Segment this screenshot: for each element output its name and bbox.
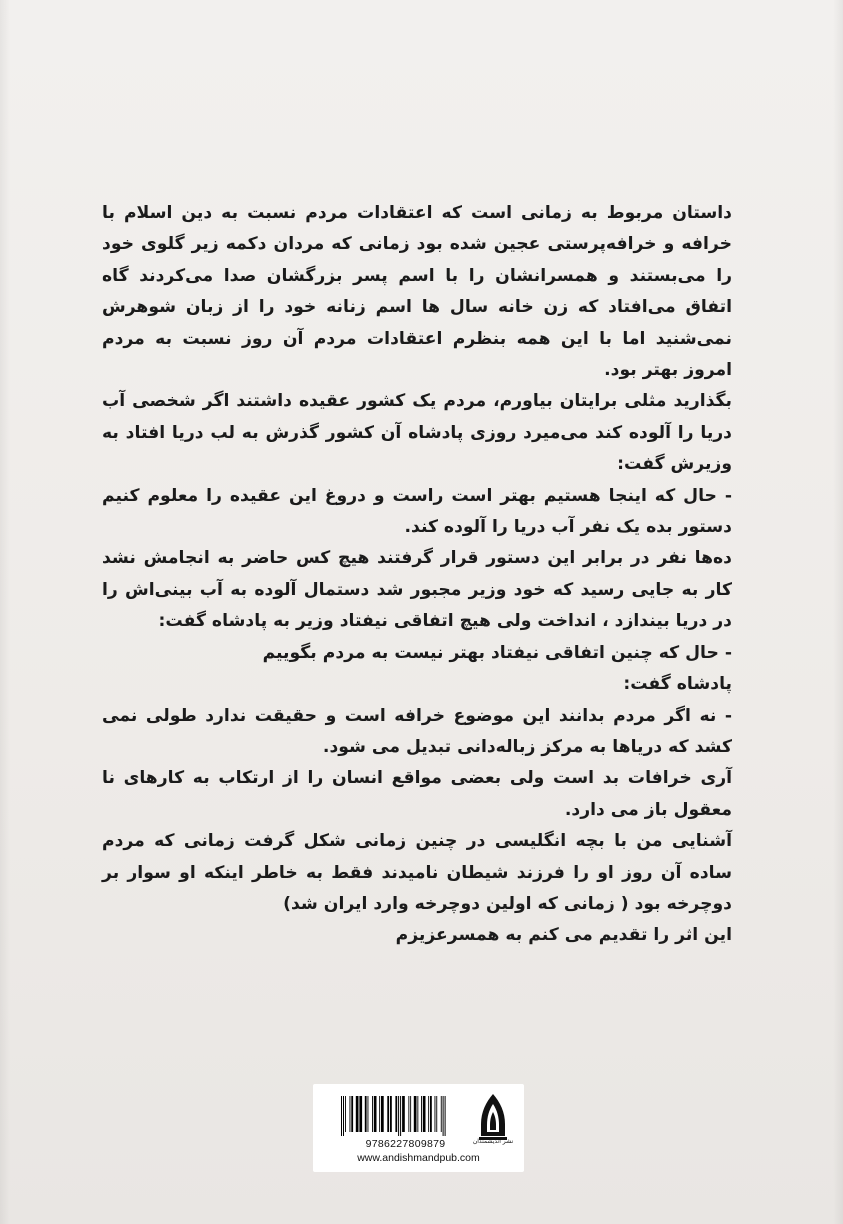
blurb-paragraph: بگذارید مثلی برایتان بیاورم، مردم یک کشور عقیده داشتند اگر شخصی آب دریا را آلوده کند می‌میرد روزی پادشاه آن کشور گذرش به لب دریا افتاد به وزیرش گفت: xyxy=(102,391,732,475)
barcode-bar xyxy=(436,1096,437,1132)
barcode-bar xyxy=(356,1096,359,1132)
barcode-bar xyxy=(390,1096,392,1132)
blurb-paragraph: - حال که چنین اتفاقی نیفتاد بهتر نیست به مردم بگوییم xyxy=(262,642,732,663)
barcode-bar xyxy=(435,1096,436,1132)
back-cover-blurb xyxy=(102,198,732,952)
barcode-bar xyxy=(359,1096,362,1132)
publisher-website: www.andishmandpub.com xyxy=(357,1152,480,1164)
barcode-bar xyxy=(410,1096,411,1132)
barcode-bar xyxy=(343,1096,344,1136)
barcode-bar xyxy=(365,1096,367,1132)
barcode-bar xyxy=(398,1096,399,1136)
barcode-bar xyxy=(417,1096,418,1132)
blurb-paragraph: داستان مربوط به زمانی است که اعتقادات مردم نسبت به دین اسلام با خرافه و خرافه‌پرستی عجین شده بود زمانی که مردان دکمه زیر گلوی خود را می‌بستند و همسرانشان را با اسم پسر بزرگشان صدا می‌کردند گاه اتفاق می‌افتاد که زن خانه سال ها اسم زنانه خود را از زبان شوهرش نمی‌شنید اما با این همه بنظرم اعتقادات مردم آن روز نسبت به مردم امروز بهتر بود. xyxy=(102,203,732,381)
barcode-bar xyxy=(430,1096,432,1132)
barcode-bar xyxy=(423,1096,426,1132)
barcode-bar xyxy=(441,1096,442,1132)
barcode-bar xyxy=(381,1096,384,1132)
blurb-paragraph: - نه اگر مردم بدانند این موضوع خرافه است و حقیقت ندارد طولی نمی کشد که دریاها به مرکز زباله‌دانی تبدیل می شود. xyxy=(102,705,732,757)
barcode-bar xyxy=(351,1096,353,1132)
barcode-bar xyxy=(445,1096,446,1136)
barcode-bar xyxy=(387,1096,389,1132)
blurb-paragraph: آری خرافات بد است ولی بعضی مواقع انسان را از ارتکاب به کارهای نا معقول باز می دارد. xyxy=(102,768,732,820)
barcode-bar xyxy=(368,1096,369,1132)
blurb-paragraph: ده‌ها نفر در برابر این دستور قرار گرفتند هیچ کس حاضر به انجامش نشد کار به جایی رسید که خود وزیر مجبور شد دستمال آلوده به آب بینی‌اش را در دریا بیندازد ، انداخت ولی هیچ اتفاقی نیفتاد وزیر به پادشاه گفت: xyxy=(102,548,732,632)
cover-right-edge xyxy=(833,0,843,1224)
barcode-label xyxy=(313,1084,524,1172)
publisher-logo-icon xyxy=(476,1092,510,1144)
cover-left-edge xyxy=(0,0,10,1224)
dedication: این اثر را تقدیم می کنم به همسرعزیزم xyxy=(395,925,732,946)
barcode-bar xyxy=(400,1096,401,1136)
barcode-bar xyxy=(372,1096,373,1132)
barcode-bar xyxy=(350,1096,351,1132)
barcode-bar xyxy=(408,1096,409,1132)
barcode-icon xyxy=(340,1096,471,1136)
barcode-bar xyxy=(414,1096,417,1132)
barcode-bar xyxy=(395,1096,397,1132)
barcode-bar xyxy=(428,1096,429,1132)
barcode-bar xyxy=(374,1096,377,1132)
barcode-bar xyxy=(443,1096,444,1136)
publisher-logo-text: نشر اندیشمندان xyxy=(472,1138,514,1145)
barcode-bar xyxy=(345,1096,346,1132)
barcode-bar xyxy=(341,1096,342,1136)
barcode-bar xyxy=(421,1096,422,1132)
barcode-bar xyxy=(379,1096,380,1132)
barcode-bar xyxy=(402,1096,405,1132)
isbn-number: 9786227809879 xyxy=(365,1138,446,1150)
blurb-paragraph: پادشاه گفت: xyxy=(623,674,732,695)
blurb-paragraph: - حال که اینجا هستیم بهتر است راست و دروغ این عقیده را معلوم کنیم دستور بده یک نفر آب دریا را آلوده کند. xyxy=(102,485,732,538)
blurb-paragraph: آشنایی من با بچه انگلیسی در چنین زمانی شکل گرفت زمانی که مردم ساده آن روز او را فرزند شیطان نامیدند فقط به خاطر اینکه او سوار بر دوچرخه بود ( زمانی که اولین دوچرخه وارد ایران شد) xyxy=(102,831,732,914)
